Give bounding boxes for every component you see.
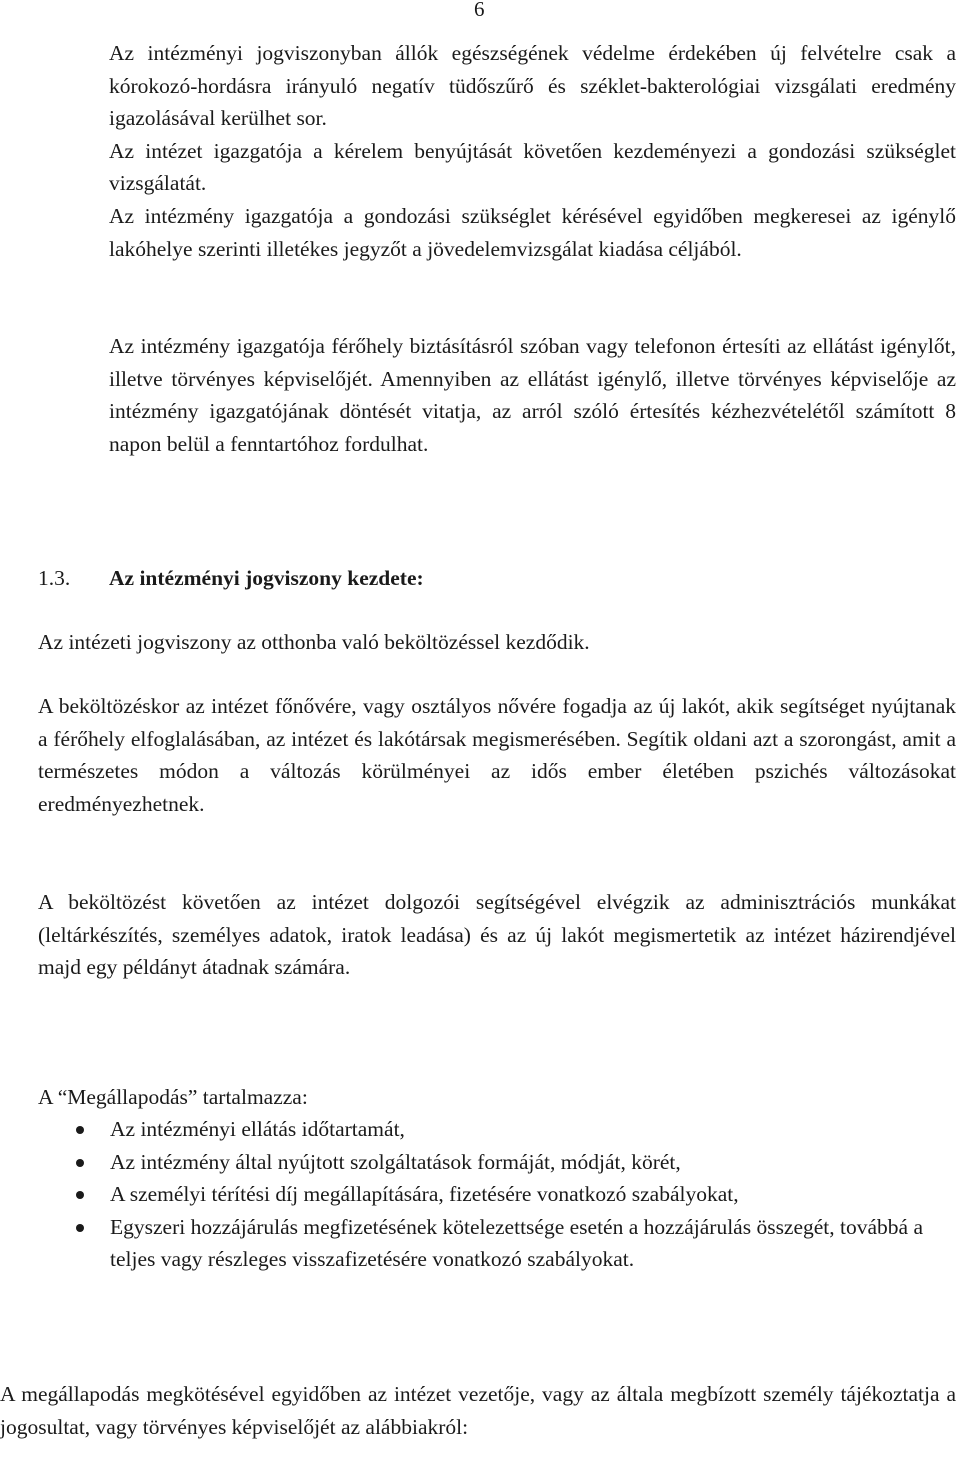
agreement-contents-list <box>38 1113 956 1276</box>
move-in-text: A beköltözéskor az intézet főnővére, vagy osztályos nővére fogadja az új lakót, akik segítséget nyújtanak a férőhely elfoglalásában, az intézet és lakótársak megismerésében. Segítik oldani azt a szorongást, amit a természetes módon a változás körülményei az idős ember életében pszichés változásokat eredményezhetnek. <box>38 694 956 816</box>
agreement-intro <box>38 1081 956 1114</box>
agreement-intro-text: A “Megállapodás” tartalmazza: <box>38 1085 308 1109</box>
placement-notice-text: Az intézmény igazgatója férőhely biztásításról szóban vagy telefonon értesíti az ellátást igénylőt, illetve törvényes képviselőjét. Amennyiben az ellátást igénylő, illetve törvényes képviselője az intézmény igazgatójának döntését vitatja, az arról szóló értesítés kézhezvételétől számított 8 napon belül a fenntartóhoz fordulhat. <box>109 334 956 456</box>
administration-paragraph <box>38 886 956 984</box>
bullet-icon <box>76 1224 84 1232</box>
bullet-icon <box>76 1159 84 1167</box>
bullet-icon <box>76 1191 84 1199</box>
closing-paragraph <box>0 1378 956 1443</box>
list-item <box>38 1146 956 1179</box>
health-requirement-paragraph: Az intézményi jogviszonyban állók egészségének védelme érdekében új felvételre csak a kórokozó-hordásra irányuló negatív tüdőszűrő és széklet-bakterológiai vizsgálati eredmény igazolásával kerülhet sor. <box>109 41 956 131</box>
list-item <box>38 1113 956 1146</box>
list-item <box>38 1211 956 1276</box>
closing-text: A megállapodás megkötésével egyidőben az intézet vezetője, vagy az általa megbízott személy tájékoztatja a jogosultat, vagy törvényes képviselőjét az alábbiakról: <box>0 1382 956 1439</box>
relationship-start-paragraph <box>38 626 956 659</box>
section-number: 1.3. <box>38 566 71 590</box>
list-item-text: Egyszeri hozzájárulás megfizetésének kötelezettsége esetén a hozzájárulás összegét, továbbá a teljes vagy részleges visszafizetésére vonatkozó szabályokat. <box>110 1214 924 1272</box>
list-item-text: Az intézmény által nyújtott szolgáltatások formáját, módját, körét, <box>110 1149 681 1174</box>
bullet-icon <box>76 1126 84 1134</box>
placement-notice-paragraph <box>109 330 956 460</box>
section-title: Az intézményi jogviszony kezdete: <box>109 566 424 590</box>
income-check-paragraph: Az intézmény igazgatója a gondozási szükséglet kérésével egyidőben megkeresei az igénylő lakóhelye szerinti illetékes jegyzőt a jövedelemvizsgálat kiadása céljából. <box>109 203 956 261</box>
care-need-paragraph: Az intézet igazgatója a kérelem benyújtását követően kezdeményezi a gondozási szükséglet vizsgálatát. <box>109 138 956 196</box>
move-in-paragraph <box>38 690 956 820</box>
list-item <box>38 1178 956 1211</box>
page-number: 6 <box>474 0 485 21</box>
list-item-text: Az intézményi ellátás időtartamát, <box>110 1117 405 1141</box>
intro-paragraph-group <box>109 37 956 265</box>
section-heading <box>38 562 938 595</box>
list-item-text: A személyi térítési díj megállapítására, fizetésére vonatkozó szabályokat, <box>110 1182 739 1207</box>
relationship-start-text: Az intézeti jogviszony az otthonba való beköltözéssel kezdődik. <box>38 630 590 654</box>
administration-text: A beköltözést követően az intézet dolgozói segítségével elvégzik az adminisztrációs munkákat (leltárkészítés, személyes adatok, iratok leadása) és az új lakót megismertetik az intézet házirendjével majd egy példányt átadnak számára. <box>38 890 956 980</box>
